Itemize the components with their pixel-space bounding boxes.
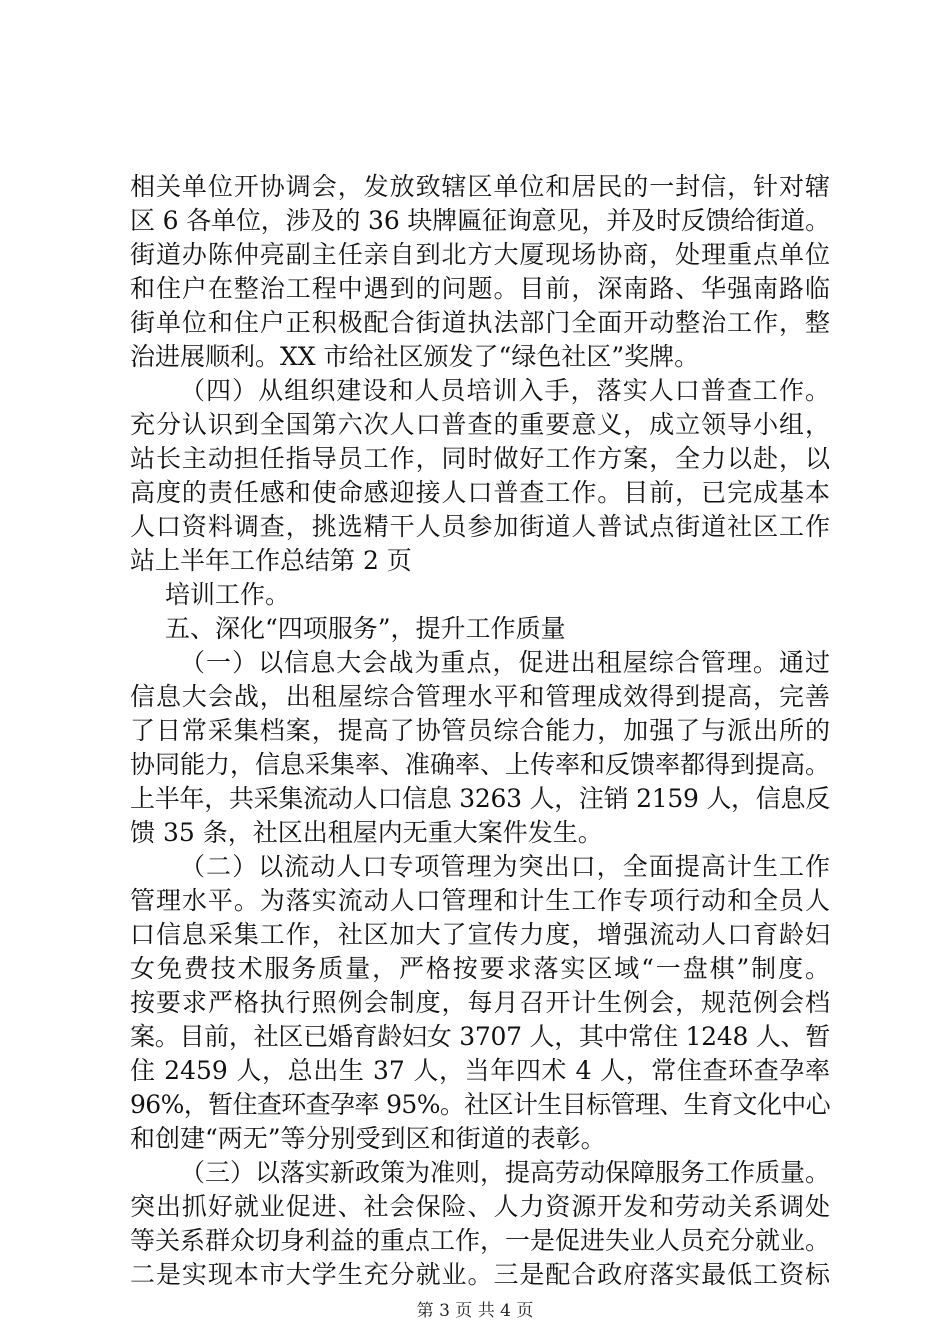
paragraph-line: 站上半年工作总结第 2 页	[130, 546, 412, 575]
paragraph-line: 二是实现本市大学生充分就业。三是配合政府落实最低工资标	[130, 1260, 830, 1289]
paragraph-line: 口信息采集工作，社区加大了宣传力度，增强流动人口育龄妇	[130, 920, 830, 949]
paragraph-line: 等关系群众切身利益的重点工作，一是促进失业人员充分就业。	[130, 1226, 831, 1255]
section-heading-line: （二）以流动人口专项管理为突出口，全面提高计生工作	[180, 852, 830, 881]
paragraph-line: 人口资料调查，挑选精干人员参加街道人普试点街道社区工作	[130, 512, 830, 541]
section-heading-line: （三）以落实新政策为准则，提高劳动保障服务工作质量。	[180, 1158, 831, 1187]
paragraph-line: 按要求严格执行照例会制度，每月召开计生例会，规范例会档	[130, 988, 830, 1017]
paragraph-line: 街单位和住户正积极配合街道执法部门全面开动整治工作，整	[130, 308, 830, 337]
paragraph-line: 女免费技术服务质量，严格按要求落实区域“一盘棋”制度。	[130, 954, 830, 983]
page-footer: 第 3 页 共 4 页	[416, 1301, 534, 1321]
section-heading-line: 五、深化“四项服务”，提升工作质量	[165, 614, 566, 643]
paragraph-line: 区 6 各单位，涉及的 36 块牌匾征询意见，并及时反馈给街道。	[130, 206, 830, 235]
paragraph-line: 住 2459 人，总出生 37 人，当年四术 4 人，常住查环查孕率	[130, 1056, 830, 1085]
paragraph-line: 街道办陈仲亮副主任亲自到北方大厦现场协商，处理重点单位	[130, 240, 830, 269]
paragraph-line: 治进展顺利。XX 市给社区颁发了“绿色社区”奖牌。	[130, 342, 700, 371]
section-heading-line: （四）从组织建设和人员培训入手，落实人口普查工作。	[180, 376, 830, 405]
section-heading-line: （一）以信息大会战为重点，促进出租屋综合管理。通过	[180, 648, 830, 677]
paragraph-line: 和创建“两无”等分别受到区和街道的表彰。	[130, 1124, 606, 1153]
paragraph-line: 96%，暂住查环查孕率 95%。社区计生目标管理、生育文化中心	[130, 1090, 830, 1119]
paragraph-line: 培训工作。	[165, 580, 291, 609]
paragraph-line: 协同能力，信息采集率、准确率、上传率和反馈率都得到提高。	[130, 750, 831, 779]
paragraph-line: 高度的责任感和使命感迎接人口普查工作。目前，已完成基本	[130, 478, 830, 507]
paragraph-line: 突出抓好就业促进、社会保险、人力资源开发和劳动关系调处	[130, 1192, 830, 1221]
paragraph-line: 和住户在整治工程中遇到的问题。目前，深南路、华强南路临	[130, 274, 830, 303]
paragraph-line: 馈 35 条，社区出租屋内无重大案件发生。	[130, 818, 603, 847]
paragraph-line: 站长主动担任指导员工作，同时做好工作方案，全力以赴，以	[130, 444, 830, 473]
paragraph-line: 管理水平。为落实流动人口管理和计生工作专项行动和全员人	[130, 886, 830, 915]
paragraph-line: 上半年，共采集流动人口信息 3263 人，注销 2159 人，信息反	[130, 784, 830, 813]
paragraph-line: 信息大会战，出租屋综合管理水平和管理成效得到提高，完善	[130, 682, 830, 711]
paragraph-line: 充分认识到全国第六次人口普查的重要意义，成立领导小组，	[130, 410, 830, 439]
paragraph-line: 了日常采集档案，提高了协管员综合能力，加强了与派出所的	[130, 716, 830, 745]
paragraph-line: 案。目前，社区已婚育龄妇女 3707 人，其中常住 1248 人、暂	[130, 1022, 830, 1051]
paragraph-line: 相关单位开协调会，发放致辖区单位和居民的一封信，针对辖	[130, 172, 830, 201]
